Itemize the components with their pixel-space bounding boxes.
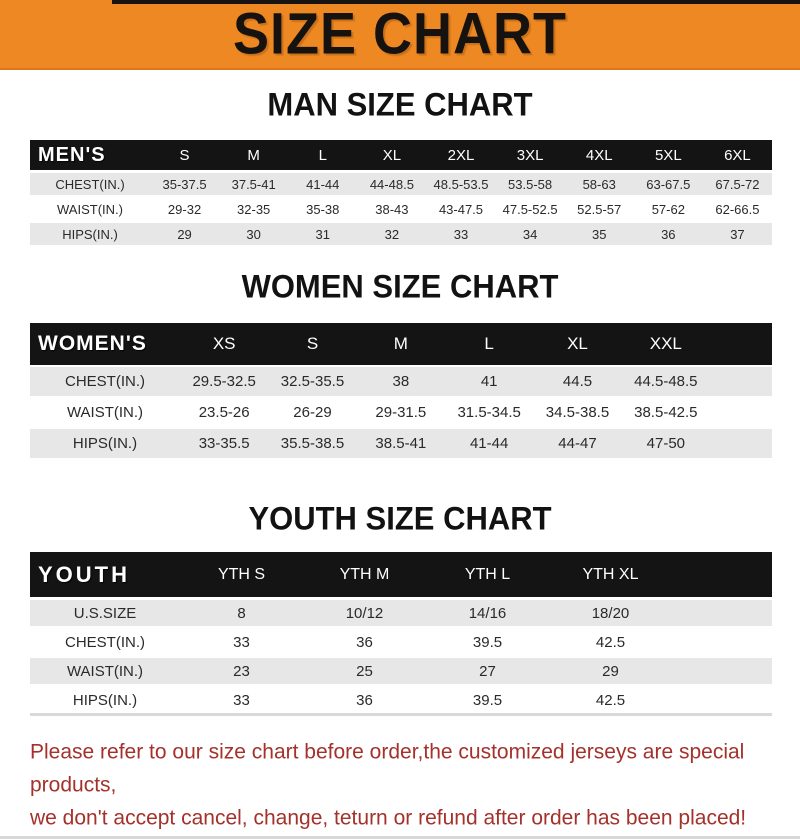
women-size-chart-size-header: M — [393, 334, 408, 353]
size-value-cell: 23 — [233, 662, 250, 680]
youth-size-chart-size-header: YTH XL — [582, 565, 639, 583]
women-table-body — [30, 367, 772, 458]
size-value-cell: 14/16 — [468, 604, 507, 622]
size-value-cell: 18/20 — [591, 604, 630, 622]
men-size-chart-row — [30, 198, 772, 220]
youth-size-chart-row — [30, 687, 772, 713]
size-value-cell: 32 — [384, 226, 400, 242]
size-value-cell: 35.5-38.5 — [280, 435, 345, 452]
size-value-cell: 33 — [453, 226, 469, 242]
size-value-cell: 25 — [356, 662, 373, 680]
women-size-chart-size-header: S — [306, 334, 319, 353]
size-value-cell: 39.5 — [472, 633, 503, 651]
men-size-chart-size-header: L — [318, 146, 327, 164]
size-value-cell: 29-32 — [167, 201, 202, 217]
row-label: WAIST(IN.) — [66, 404, 144, 421]
youth-size-table — [30, 552, 772, 716]
size-value-cell: 35-38 — [306, 201, 340, 217]
row-label: WAIST(IN.) — [66, 662, 144, 680]
size-value-cell: 42.5 — [595, 633, 626, 651]
row-label: HIPS(IN.) — [72, 691, 138, 709]
size-value-cell: 29 — [177, 226, 192, 242]
size-value-cell: 41-44 — [306, 176, 340, 192]
size-value-cell: 36 — [356, 691, 373, 709]
size-value-cell: 23.5-26 — [198, 404, 250, 421]
size-value-cell: 57-62 — [651, 201, 685, 217]
size-value-cell: 34 — [522, 226, 538, 242]
men-size-chart-size-header: 5XL — [654, 146, 682, 164]
size-value-cell: 47.5-52.5 — [502, 201, 558, 217]
size-value-cell: 44-48.5 — [369, 176, 414, 192]
size-value-cell: 37 — [730, 226, 745, 242]
youth-size-chart-size-header: YTH S — [217, 565, 266, 583]
order-disclaimer-text — [30, 736, 790, 835]
youth-size-chart-row — [30, 658, 772, 684]
disclaimer-line-1: Please refer to our size chart before order,the customized jerseys are special products, — [30, 740, 745, 797]
women-table-header-row — [30, 323, 772, 365]
size-value-cell: 52.5-57 — [577, 201, 622, 217]
youth-table-header-row — [30, 552, 772, 597]
row-label: CHEST(IN.) — [65, 633, 145, 651]
size-value-cell: 30 — [246, 226, 261, 242]
size-value-cell: 29-31.5 — [375, 404, 427, 421]
women-chart-title: WOMEN SIZE CHART — [241, 268, 559, 305]
size-value-cell: 53.5-58 — [508, 176, 553, 192]
women-size-chart-size-header: XXL — [649, 334, 682, 353]
size-value-cell: 27 — [479, 662, 496, 680]
size-value-cell: 32-35 — [237, 201, 271, 217]
women-size-chart-row — [30, 367, 772, 396]
men-size-chart-row — [30, 173, 772, 195]
size-value-cell: 38 — [392, 373, 410, 390]
men-size-chart-size-header: 2XL — [447, 146, 475, 164]
page-title: SIZE CHART — [233, 1, 567, 67]
row-label: CHEST(IN.) — [65, 373, 145, 390]
men-chart-title: MAN SIZE CHART — [267, 86, 533, 123]
men-size-chart-size-header: M — [247, 146, 260, 164]
size-value-cell: 48.5-53.5 — [433, 176, 489, 192]
row-label: U.S.SIZE — [73, 604, 137, 622]
youth-size-chart-corner-label: YOUTH — [38, 561, 130, 587]
size-value-cell: 42.5 — [595, 691, 626, 709]
size-value-cell: 31.5-34.5 — [457, 404, 521, 421]
men-size-chart-size-header: S — [179, 146, 190, 164]
men-table-header-row — [30, 140, 772, 170]
row-label: WAIST(IN.) — [57, 201, 123, 217]
women-size-chart-row — [30, 429, 772, 458]
women-size-chart-size-header: L — [484, 334, 494, 353]
men-size-chart-corner-label: MEN'S — [38, 143, 106, 166]
size-value-cell: 62-66.5 — [715, 201, 760, 217]
size-value-cell: 38-43 — [375, 201, 409, 217]
size-value-cell: 41-44 — [469, 435, 509, 452]
size-value-cell: 44.5-48.5 — [634, 373, 698, 390]
women-size-chart-corner-label: WOMEN'S — [38, 332, 147, 355]
size-value-cell: 31 — [315, 226, 330, 242]
disclaimer-line-2: we don't accept cancel, change, teturn or refund after order has been placed! — [30, 806, 747, 830]
size-value-cell: 36 — [356, 633, 373, 651]
size-value-cell: 35-37.5 — [162, 176, 207, 192]
youth-chart-title: YOUTH SIZE CHART — [248, 500, 552, 537]
size-value-cell: 33 — [233, 691, 250, 709]
youth-size-chart-row — [30, 600, 772, 626]
size-value-cell: 29.5-32.5 — [192, 373, 256, 390]
size-value-cell: 63-67.5 — [646, 176, 691, 192]
youth-table-body — [30, 600, 772, 713]
size-value-cell: 39.5 — [472, 691, 503, 709]
size-chart-banner — [0, 0, 800, 70]
size-value-cell: 34.5-38.5 — [545, 404, 610, 421]
size-value-cell: 8 — [237, 604, 246, 622]
men-size-chart-size-header: XL — [382, 146, 402, 164]
women-size-chart-size-header: XS — [212, 334, 236, 353]
row-label: HIPS(IN.) — [72, 435, 138, 452]
size-value-cell: 29 — [602, 662, 619, 680]
size-value-cell: 47-50 — [646, 435, 686, 452]
women-size-chart-row — [30, 398, 772, 427]
men-size-chart-size-header: 6XL — [724, 146, 751, 164]
size-value-cell: 67.5-72 — [715, 176, 760, 192]
youth-size-chart-row — [30, 629, 772, 655]
size-value-cell: 38.5-41 — [375, 435, 427, 452]
size-value-cell: 58-63 — [582, 176, 616, 192]
men-size-chart-size-header: 3XL — [516, 146, 544, 164]
women-size-chart-size-header: XL — [567, 334, 588, 353]
men-size-chart-row — [30, 223, 772, 245]
size-value-cell: 38.5-42.5 — [634, 404, 698, 421]
size-value-cell: 33-35.5 — [198, 435, 250, 452]
size-value-cell: 33 — [233, 633, 250, 651]
size-value-cell: 32.5-35.5 — [280, 373, 345, 390]
row-label: CHEST(IN.) — [55, 176, 125, 192]
size-value-cell: 44.5 — [562, 373, 593, 390]
size-value-cell: 26-29 — [293, 404, 332, 421]
size-value-cell: 36 — [661, 226, 676, 242]
men-size-table — [30, 140, 772, 245]
size-value-cell: 37.5-41 — [231, 176, 276, 192]
row-label: HIPS(IN.) — [62, 226, 118, 242]
size-value-cell: 41 — [480, 373, 498, 390]
women-size-table — [30, 323, 772, 458]
size-value-cell: 44-47 — [558, 435, 597, 452]
size-value-cell: 35 — [591, 226, 607, 242]
youth-size-chart-size-header: YTH L — [464, 565, 511, 583]
men-size-chart-size-header: 4XL — [585, 146, 613, 164]
youth-size-chart-size-header: YTH M — [339, 565, 390, 583]
men-table-body — [30, 173, 772, 245]
size-value-cell: 43-47.5 — [438, 201, 484, 217]
size-value-cell: 10/12 — [345, 604, 384, 622]
